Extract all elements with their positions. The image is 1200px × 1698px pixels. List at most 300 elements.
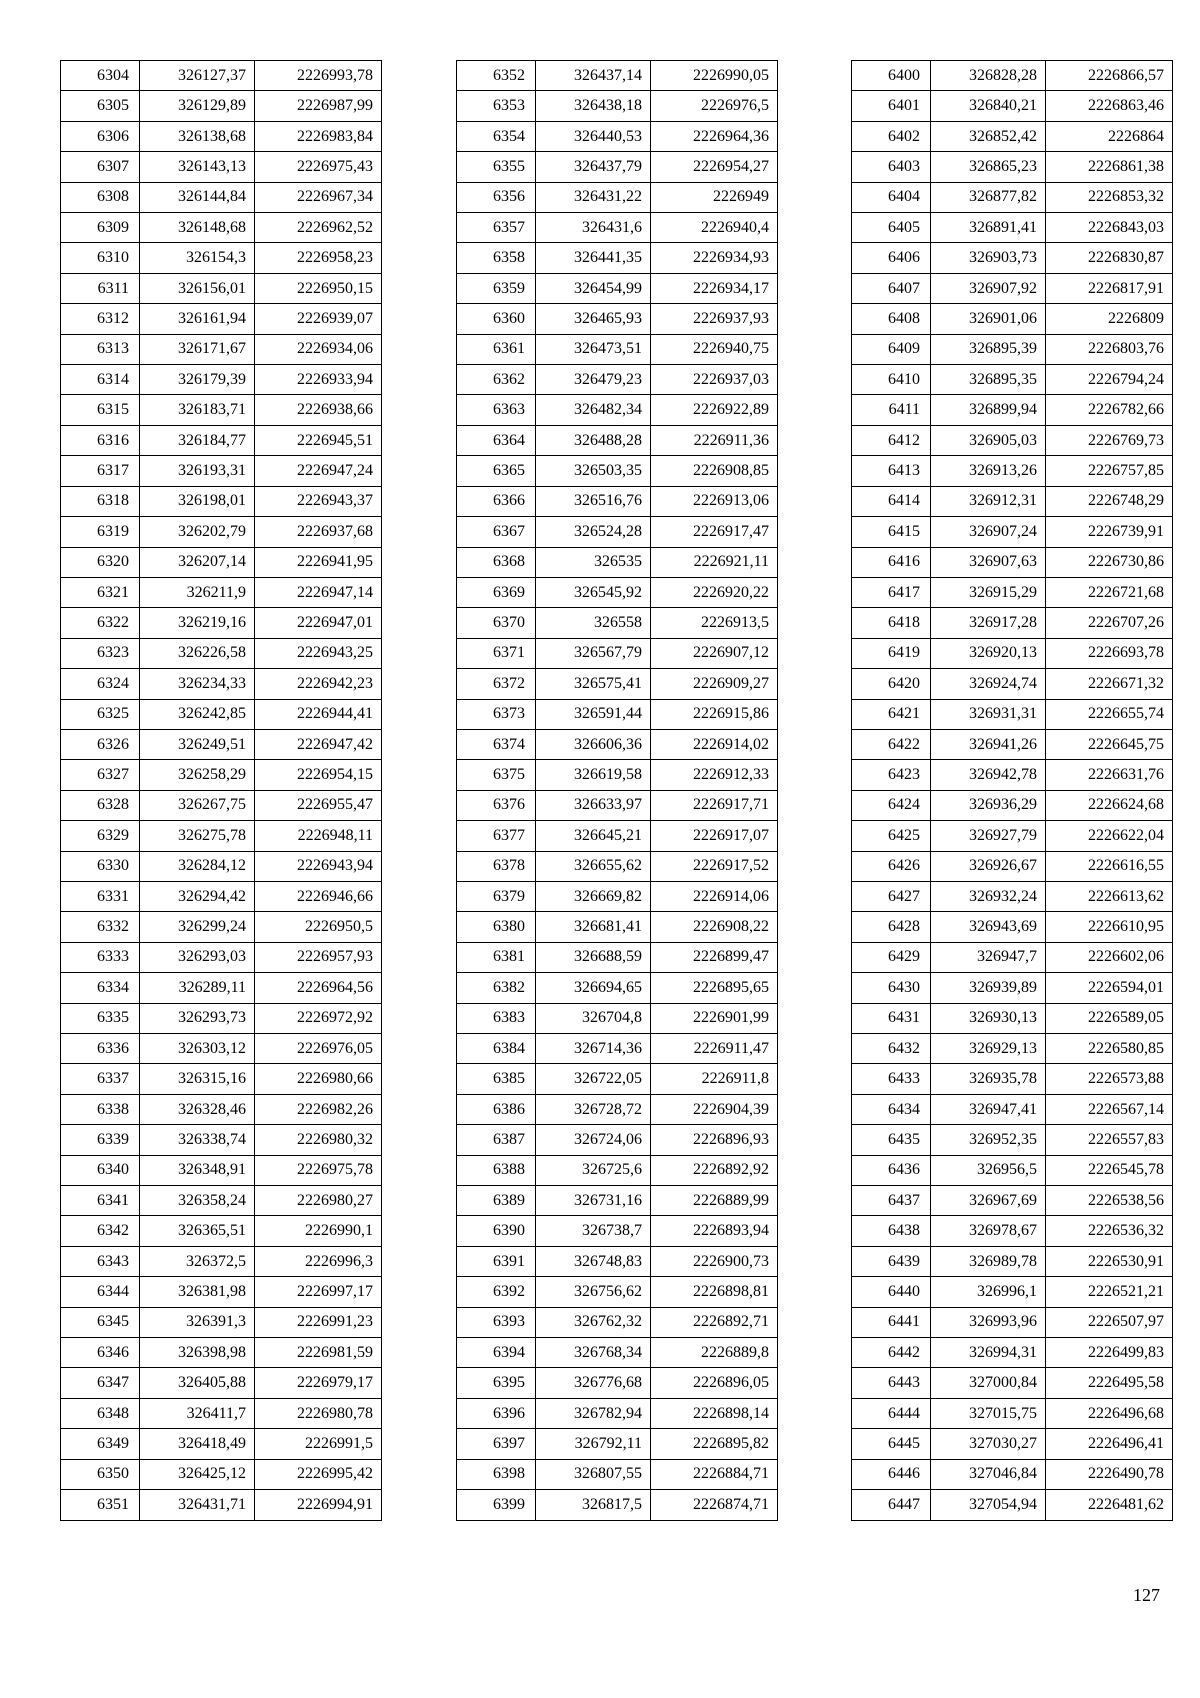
table-row — [61, 729, 382, 759]
y-coordinate-cell: 2226947,14 — [255, 577, 382, 607]
y-coordinate-cell: 2226594,01 — [1046, 973, 1173, 1003]
x-coordinate-cell: 326405,88 — [140, 1368, 255, 1398]
table-row — [457, 1398, 778, 1428]
y-coordinate-cell: 2226947,24 — [255, 456, 382, 486]
y-coordinate-cell: 2226955,47 — [255, 790, 382, 820]
table-row — [852, 425, 1173, 455]
x-coordinate-cell: 326143,13 — [140, 152, 255, 182]
x-coordinate-cell: 326372,5 — [140, 1246, 255, 1276]
y-coordinate-cell: 2226757,85 — [1046, 456, 1173, 486]
y-coordinate-cell: 2226507,97 — [1046, 1307, 1173, 1337]
x-coordinate-cell: 326234,33 — [140, 669, 255, 699]
point-number-cell: 6442 — [852, 1338, 931, 1368]
point-number-cell: 6440 — [852, 1277, 931, 1307]
y-coordinate-cell: 2226991,5 — [255, 1429, 382, 1459]
x-coordinate-cell: 326895,35 — [931, 365, 1046, 395]
table-row — [457, 1094, 778, 1124]
x-coordinate-cell: 326535 — [536, 547, 651, 577]
table-row — [61, 638, 382, 668]
x-coordinate-cell: 326431,71 — [140, 1490, 255, 1520]
table-row — [61, 486, 382, 516]
y-coordinate-cell: 2226934,93 — [651, 243, 778, 273]
table-row — [61, 1459, 382, 1489]
point-number-cell: 6396 — [457, 1398, 536, 1428]
y-coordinate-cell: 2226997,17 — [255, 1277, 382, 1307]
point-number-cell: 6437 — [852, 1186, 931, 1216]
y-coordinate-cell: 2226947,42 — [255, 729, 382, 759]
table-row — [852, 577, 1173, 607]
y-coordinate-cell: 2226972,92 — [255, 1003, 382, 1033]
point-number-cell: 6365 — [457, 456, 536, 486]
point-number-cell: 6385 — [457, 1064, 536, 1094]
point-number-cell: 6435 — [852, 1125, 931, 1155]
y-coordinate-cell: 2226908,22 — [651, 912, 778, 942]
table-row — [61, 1003, 382, 1033]
table-row — [61, 61, 382, 91]
y-coordinate-cell: 2226817,91 — [1046, 273, 1173, 303]
x-coordinate-cell: 326768,34 — [536, 1338, 651, 1368]
x-coordinate-cell: 326219,16 — [140, 608, 255, 638]
coordinate-table-2 — [456, 60, 778, 1521]
y-coordinate-cell: 2226943,25 — [255, 638, 382, 668]
y-coordinate-cell: 2226521,21 — [1046, 1277, 1173, 1307]
table-row — [457, 577, 778, 607]
table-row — [457, 1034, 778, 1064]
x-coordinate-cell: 326931,31 — [931, 699, 1046, 729]
y-coordinate-cell: 2226721,68 — [1046, 577, 1173, 607]
point-number-cell: 6353 — [457, 91, 536, 121]
x-coordinate-cell: 327054,94 — [931, 1490, 1046, 1520]
point-number-cell: 6399 — [457, 1490, 536, 1520]
point-number-cell: 6345 — [61, 1307, 140, 1337]
y-coordinate-cell: 2226671,32 — [1046, 669, 1173, 699]
x-coordinate-cell: 326756,62 — [536, 1277, 651, 1307]
table-row — [852, 121, 1173, 151]
point-number-cell: 6315 — [61, 395, 140, 425]
table-row — [852, 942, 1173, 972]
point-number-cell: 6361 — [457, 334, 536, 364]
y-coordinate-cell: 2226896,05 — [651, 1368, 778, 1398]
y-coordinate-cell: 2226938,66 — [255, 395, 382, 425]
y-coordinate-cell: 2226896,93 — [651, 1125, 778, 1155]
point-number-cell: 6406 — [852, 243, 931, 273]
table-row — [852, 669, 1173, 699]
table-row — [61, 577, 382, 607]
y-coordinate-cell: 2226913,5 — [651, 608, 778, 638]
y-coordinate-cell: 2226950,5 — [255, 912, 382, 942]
table-row — [61, 973, 382, 1003]
y-coordinate-cell: 2226499,83 — [1046, 1338, 1173, 1368]
table-row — [457, 1186, 778, 1216]
y-coordinate-cell: 2226946,66 — [255, 881, 382, 911]
table-row — [852, 517, 1173, 547]
y-coordinate-cell: 2226962,52 — [255, 213, 382, 243]
point-number-cell: 6326 — [61, 729, 140, 759]
x-coordinate-cell: 326776,68 — [536, 1368, 651, 1398]
x-coordinate-cell: 326431,22 — [536, 182, 651, 212]
x-coordinate-cell: 326284,12 — [140, 851, 255, 881]
y-coordinate-cell: 2226954,27 — [651, 152, 778, 182]
table-row — [852, 821, 1173, 851]
y-coordinate-cell: 2226914,06 — [651, 881, 778, 911]
y-coordinate-cell: 2226990,1 — [255, 1216, 382, 1246]
y-coordinate-cell: 2226975,43 — [255, 152, 382, 182]
table-row — [61, 1368, 382, 1398]
table-row — [457, 1003, 778, 1033]
point-number-cell: 6328 — [61, 790, 140, 820]
table-row — [852, 395, 1173, 425]
y-coordinate-cell: 2226864 — [1046, 121, 1173, 151]
y-coordinate-cell: 2226908,85 — [651, 456, 778, 486]
point-number-cell: 6348 — [61, 1398, 140, 1428]
x-coordinate-cell: 326184,77 — [140, 425, 255, 455]
y-coordinate-cell: 2226843,03 — [1046, 213, 1173, 243]
table-row — [852, 334, 1173, 364]
table-row — [457, 182, 778, 212]
point-number-cell: 6339 — [61, 1125, 140, 1155]
table-row — [852, 1338, 1173, 1368]
point-number-cell: 6333 — [61, 942, 140, 972]
table-row — [852, 1125, 1173, 1155]
table-row — [457, 547, 778, 577]
x-coordinate-cell: 326198,01 — [140, 486, 255, 516]
table-row — [457, 1307, 778, 1337]
point-number-cell: 6342 — [61, 1216, 140, 1246]
y-coordinate-cell: 2226990,05 — [651, 61, 778, 91]
point-number-cell: 6404 — [852, 182, 931, 212]
y-coordinate-cell: 2226610,95 — [1046, 912, 1173, 942]
x-coordinate-cell: 326441,35 — [536, 243, 651, 273]
x-coordinate-cell: 326575,41 — [536, 669, 651, 699]
point-number-cell: 6343 — [61, 1246, 140, 1276]
x-coordinate-cell: 326926,67 — [931, 851, 1046, 881]
y-coordinate-cell: 2226853,32 — [1046, 182, 1173, 212]
x-coordinate-cell: 326144,84 — [140, 182, 255, 212]
x-coordinate-cell: 326917,28 — [931, 608, 1046, 638]
table-row — [852, 1307, 1173, 1337]
table-row — [852, 608, 1173, 638]
y-coordinate-cell: 2226909,27 — [651, 669, 778, 699]
x-coordinate-cell: 326929,13 — [931, 1034, 1046, 1064]
y-coordinate-cell: 2226954,15 — [255, 760, 382, 790]
x-coordinate-cell: 326161,94 — [140, 304, 255, 334]
point-number-cell: 6397 — [457, 1429, 536, 1459]
x-coordinate-cell: 326952,35 — [931, 1125, 1046, 1155]
y-coordinate-cell: 2226937,68 — [255, 517, 382, 547]
x-coordinate-cell: 326932,24 — [931, 881, 1046, 911]
table-row — [852, 1094, 1173, 1124]
table-row — [457, 881, 778, 911]
y-coordinate-cell: 2226976,05 — [255, 1034, 382, 1064]
table-row — [457, 942, 778, 972]
y-coordinate-cell: 2226496,41 — [1046, 1429, 1173, 1459]
x-coordinate-cell: 326978,67 — [931, 1216, 1046, 1246]
x-coordinate-cell: 326731,16 — [536, 1186, 651, 1216]
table-row — [457, 699, 778, 729]
x-coordinate-cell: 326915,29 — [931, 577, 1046, 607]
table-row — [852, 1368, 1173, 1398]
table-row — [61, 425, 382, 455]
point-number-cell: 6392 — [457, 1277, 536, 1307]
x-coordinate-cell: 326545,92 — [536, 577, 651, 607]
point-number-cell: 6334 — [61, 973, 140, 1003]
y-coordinate-cell: 2226901,99 — [651, 1003, 778, 1033]
point-number-cell: 6394 — [457, 1338, 536, 1368]
point-number-cell: 6416 — [852, 547, 931, 577]
x-coordinate-cell: 326669,82 — [536, 881, 651, 911]
x-coordinate-cell: 326681,41 — [536, 912, 651, 942]
x-coordinate-cell: 326645,21 — [536, 821, 651, 851]
y-coordinate-cell: 2226655,74 — [1046, 699, 1173, 729]
table-row — [457, 91, 778, 121]
point-number-cell: 6375 — [457, 760, 536, 790]
table-row — [61, 881, 382, 911]
table-row — [61, 699, 382, 729]
x-coordinate-cell: 327015,75 — [931, 1398, 1046, 1428]
x-coordinate-cell: 326905,03 — [931, 425, 1046, 455]
table-row — [457, 1216, 778, 1246]
x-coordinate-cell: 326437,79 — [536, 152, 651, 182]
y-coordinate-cell: 2226557,83 — [1046, 1125, 1173, 1155]
table-row — [61, 395, 382, 425]
x-coordinate-cell: 326294,42 — [140, 881, 255, 911]
x-coordinate-cell: 326606,36 — [536, 729, 651, 759]
x-coordinate-cell: 326782,94 — [536, 1398, 651, 1428]
table-row — [852, 1155, 1173, 1185]
table-row — [852, 1459, 1173, 1489]
point-number-cell: 6382 — [457, 973, 536, 1003]
point-number-cell: 6304 — [61, 61, 140, 91]
x-coordinate-cell: 326183,71 — [140, 395, 255, 425]
table-row — [852, 91, 1173, 121]
point-number-cell: 6341 — [61, 1186, 140, 1216]
x-coordinate-cell: 326817,5 — [536, 1490, 651, 1520]
table-row — [457, 1125, 778, 1155]
point-number-cell: 6407 — [852, 273, 931, 303]
point-number-cell: 6417 — [852, 577, 931, 607]
point-number-cell: 6373 — [457, 699, 536, 729]
point-number-cell: 6388 — [457, 1155, 536, 1185]
point-number-cell: 6335 — [61, 1003, 140, 1033]
table-row — [457, 365, 778, 395]
x-coordinate-cell: 326891,41 — [931, 213, 1046, 243]
y-coordinate-cell: 2226861,38 — [1046, 152, 1173, 182]
y-coordinate-cell: 2226567,14 — [1046, 1094, 1173, 1124]
y-coordinate-cell: 2226892,92 — [651, 1155, 778, 1185]
x-coordinate-cell: 326852,42 — [931, 121, 1046, 151]
y-coordinate-cell: 2226981,59 — [255, 1338, 382, 1368]
x-coordinate-cell: 326901,06 — [931, 304, 1046, 334]
x-coordinate-cell: 326920,13 — [931, 638, 1046, 668]
point-number-cell: 6317 — [61, 456, 140, 486]
table-row — [61, 608, 382, 638]
y-coordinate-cell: 2226934,17 — [651, 273, 778, 303]
x-coordinate-cell: 326381,98 — [140, 1277, 255, 1307]
point-number-cell: 6316 — [61, 425, 140, 455]
point-number-cell: 6346 — [61, 1338, 140, 1368]
x-coordinate-cell: 327030,27 — [931, 1429, 1046, 1459]
x-coordinate-cell: 326488,28 — [536, 425, 651, 455]
y-coordinate-cell: 2226874,71 — [651, 1490, 778, 1520]
y-coordinate-cell: 2226980,27 — [255, 1186, 382, 1216]
x-coordinate-cell: 326567,79 — [536, 638, 651, 668]
point-number-cell: 6433 — [852, 1064, 931, 1094]
y-coordinate-cell: 2226782,66 — [1046, 395, 1173, 425]
x-coordinate-cell: 326338,74 — [140, 1125, 255, 1155]
x-coordinate-cell: 326807,55 — [536, 1459, 651, 1489]
table-row — [457, 121, 778, 151]
y-coordinate-cell: 2226911,36 — [651, 425, 778, 455]
y-coordinate-cell: 2226993,78 — [255, 61, 382, 91]
x-coordinate-cell: 326156,01 — [140, 273, 255, 303]
x-coordinate-cell: 326935,78 — [931, 1064, 1046, 1094]
point-number-cell: 6431 — [852, 1003, 931, 1033]
x-coordinate-cell: 326293,73 — [140, 1003, 255, 1033]
table-row — [457, 1429, 778, 1459]
table-row — [61, 365, 382, 395]
table-row — [852, 213, 1173, 243]
table-row — [852, 1398, 1173, 1428]
y-coordinate-cell: 2226933,94 — [255, 365, 382, 395]
point-number-cell: 6419 — [852, 638, 931, 668]
table-row — [61, 517, 382, 547]
y-coordinate-cell: 2226975,78 — [255, 1155, 382, 1185]
point-number-cell: 6349 — [61, 1429, 140, 1459]
table-row — [61, 669, 382, 699]
point-number-cell: 6377 — [457, 821, 536, 851]
point-number-cell: 6414 — [852, 486, 931, 516]
x-coordinate-cell: 326249,51 — [140, 729, 255, 759]
point-number-cell: 6363 — [457, 395, 536, 425]
table-row — [61, 1186, 382, 1216]
y-coordinate-cell: 2226921,11 — [651, 547, 778, 577]
y-coordinate-cell: 2226937,03 — [651, 365, 778, 395]
x-coordinate-cell: 327000,84 — [931, 1368, 1046, 1398]
x-coordinate-cell: 326967,69 — [931, 1186, 1046, 1216]
x-coordinate-cell: 326865,23 — [931, 152, 1046, 182]
y-coordinate-cell: 2226911,8 — [651, 1064, 778, 1094]
table-row — [852, 1490, 1173, 1520]
y-coordinate-cell: 2226915,86 — [651, 699, 778, 729]
table-row — [852, 729, 1173, 759]
y-coordinate-cell: 2226893,94 — [651, 1216, 778, 1246]
point-number-cell: 6389 — [457, 1186, 536, 1216]
x-coordinate-cell: 326728,72 — [536, 1094, 651, 1124]
point-number-cell: 6376 — [457, 790, 536, 820]
y-coordinate-cell: 2226917,07 — [651, 821, 778, 851]
table-row — [852, 973, 1173, 1003]
y-coordinate-cell: 2226934,06 — [255, 334, 382, 364]
x-coordinate-cell: 326994,31 — [931, 1338, 1046, 1368]
table-row — [61, 790, 382, 820]
x-coordinate-cell: 326558 — [536, 608, 651, 638]
y-coordinate-cell: 2226939,07 — [255, 304, 382, 334]
x-coordinate-cell: 326129,89 — [140, 91, 255, 121]
y-coordinate-cell: 2226980,32 — [255, 1125, 382, 1155]
table-row — [852, 1064, 1173, 1094]
table-row — [852, 699, 1173, 729]
y-coordinate-cell: 2226982,26 — [255, 1094, 382, 1124]
point-number-cell: 6403 — [852, 152, 931, 182]
y-coordinate-cell: 2226889,99 — [651, 1186, 778, 1216]
table-row — [61, 1490, 382, 1520]
y-coordinate-cell: 2226538,56 — [1046, 1186, 1173, 1216]
y-coordinate-cell: 2226917,71 — [651, 790, 778, 820]
x-coordinate-cell: 326828,28 — [931, 61, 1046, 91]
point-number-cell: 6332 — [61, 912, 140, 942]
y-coordinate-cell: 2226917,47 — [651, 517, 778, 547]
x-coordinate-cell: 326688,59 — [536, 942, 651, 972]
x-coordinate-cell: 326930,13 — [931, 1003, 1046, 1033]
table-row — [61, 942, 382, 972]
table-row — [61, 1338, 382, 1368]
table-row — [61, 760, 382, 790]
table-row — [457, 243, 778, 273]
table-row — [61, 121, 382, 151]
table-row — [852, 1429, 1173, 1459]
table-row — [61, 851, 382, 881]
x-coordinate-cell: 326927,79 — [931, 821, 1046, 851]
point-number-cell: 6306 — [61, 121, 140, 151]
x-coordinate-cell: 326947,7 — [931, 942, 1046, 972]
point-number-cell: 6423 — [852, 760, 931, 790]
table-row — [457, 61, 778, 91]
x-coordinate-cell: 326516,76 — [536, 486, 651, 516]
point-number-cell: 6305 — [61, 91, 140, 121]
point-number-cell: 6409 — [852, 334, 931, 364]
x-coordinate-cell: 326748,83 — [536, 1246, 651, 1276]
x-coordinate-cell: 326398,98 — [140, 1338, 255, 1368]
point-number-cell: 6383 — [457, 1003, 536, 1033]
x-coordinate-cell: 326694,65 — [536, 973, 651, 1003]
table-row — [61, 821, 382, 851]
point-number-cell: 6395 — [457, 1368, 536, 1398]
point-number-cell: 6355 — [457, 152, 536, 182]
x-coordinate-cell: 326289,11 — [140, 973, 255, 1003]
x-coordinate-cell: 326724,06 — [536, 1125, 651, 1155]
table-row — [852, 1246, 1173, 1276]
y-coordinate-cell: 2226863,46 — [1046, 91, 1173, 121]
table-row — [457, 517, 778, 547]
point-number-cell: 6325 — [61, 699, 140, 729]
table-row — [852, 182, 1173, 212]
page-number: 127 — [1133, 1585, 1160, 1605]
y-coordinate-cell: 2226866,57 — [1046, 61, 1173, 91]
x-coordinate-cell: 326762,32 — [536, 1307, 651, 1337]
table-row — [61, 334, 382, 364]
point-number-cell: 6432 — [852, 1034, 931, 1064]
point-number-cell: 6386 — [457, 1094, 536, 1124]
y-coordinate-cell: 2226495,58 — [1046, 1368, 1173, 1398]
table-row — [852, 243, 1173, 273]
x-coordinate-cell: 326591,44 — [536, 699, 651, 729]
point-number-cell: 6352 — [457, 61, 536, 91]
x-coordinate-cell: 326207,14 — [140, 547, 255, 577]
x-coordinate-cell: 326895,39 — [931, 334, 1046, 364]
point-number-cell: 6321 — [61, 577, 140, 607]
x-coordinate-cell: 326258,29 — [140, 760, 255, 790]
point-number-cell: 6319 — [61, 517, 140, 547]
point-number-cell: 6350 — [61, 1459, 140, 1489]
x-coordinate-cell: 326479,23 — [536, 365, 651, 395]
x-coordinate-cell: 326941,26 — [931, 729, 1046, 759]
x-coordinate-cell: 326947,41 — [931, 1094, 1046, 1124]
y-coordinate-cell: 2226911,47 — [651, 1034, 778, 1064]
x-coordinate-cell: 326907,24 — [931, 517, 1046, 547]
table-row — [457, 1277, 778, 1307]
point-number-cell: 6447 — [852, 1490, 931, 1520]
point-number-cell: 6438 — [852, 1216, 931, 1246]
